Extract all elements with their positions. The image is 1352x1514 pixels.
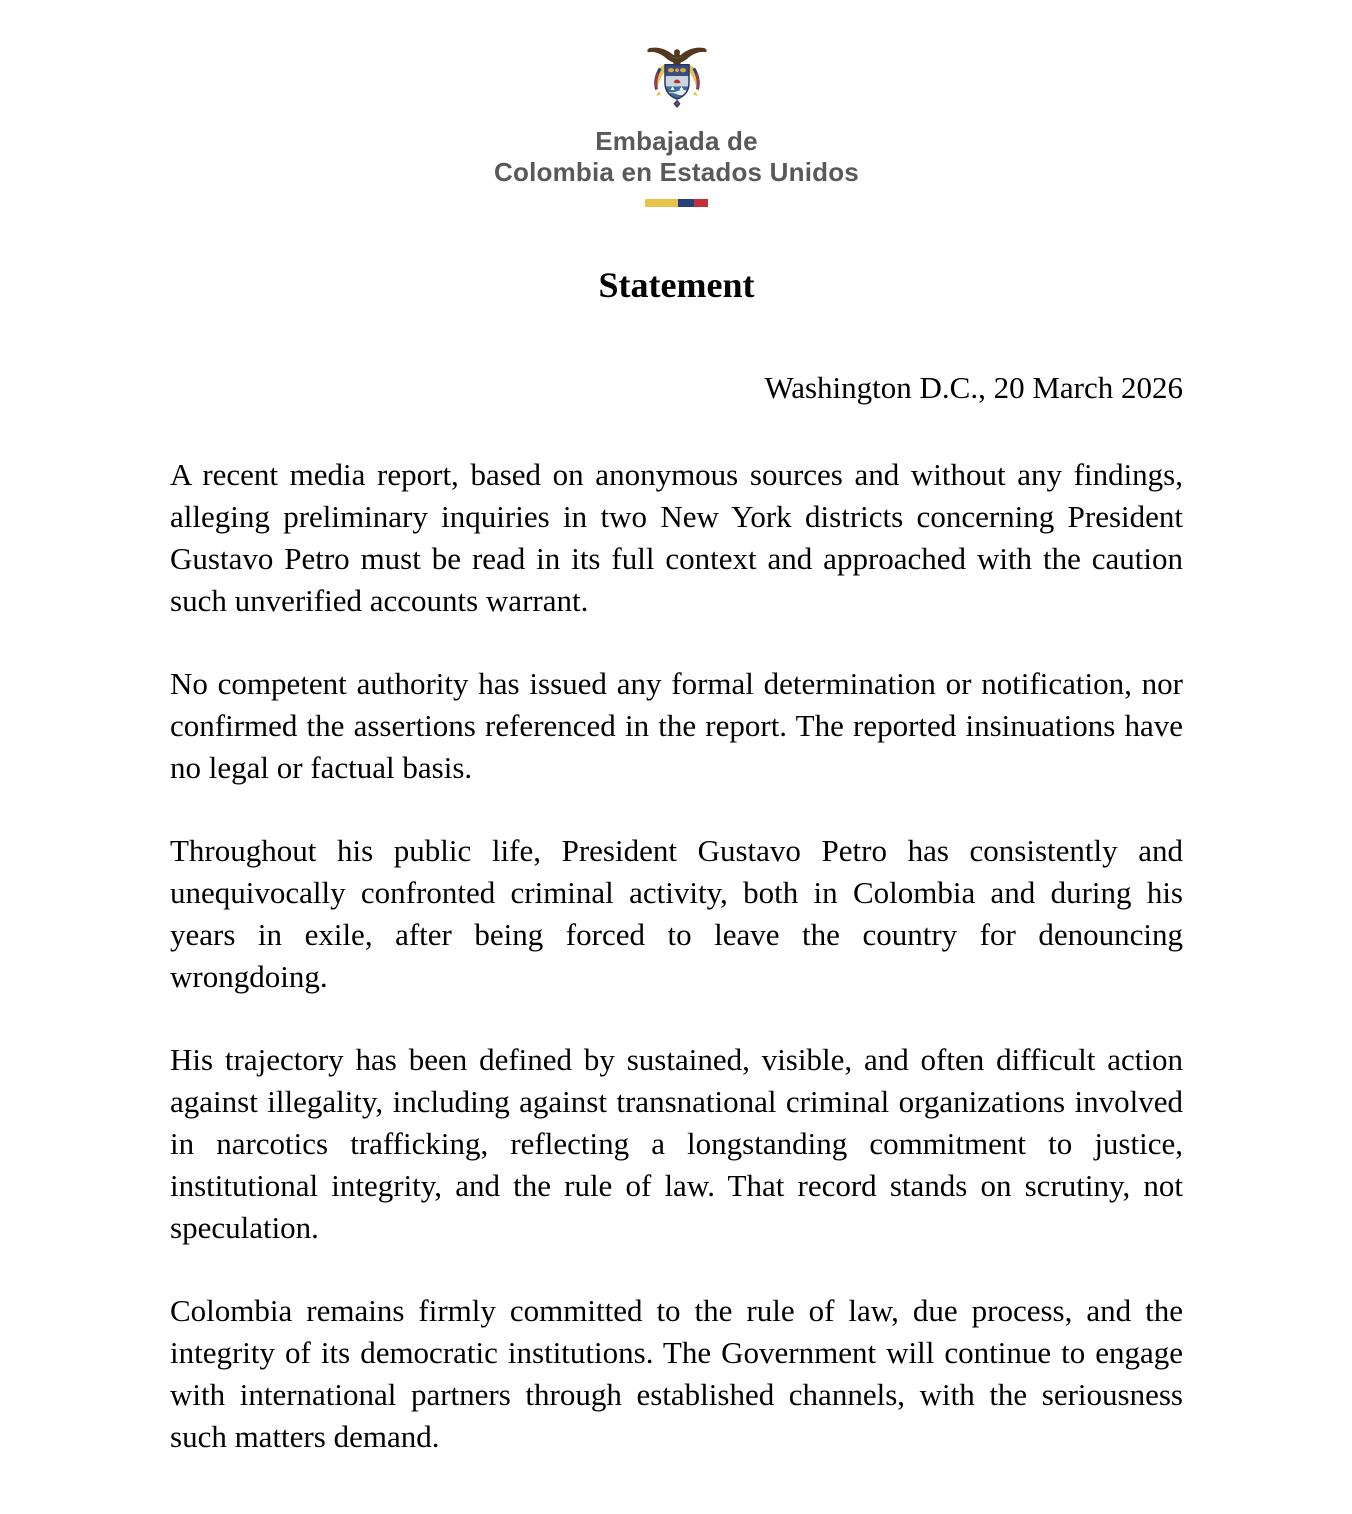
colombia-coat-of-arms-icon	[170, 42, 1183, 120]
colombia-flag-bar	[645, 199, 709, 207]
page-title: Statement	[598, 265, 755, 305]
embassy-name-line1: Embajada de	[595, 126, 758, 156]
embassy-name-line2: Colombia en Estados Unidos	[494, 157, 859, 187]
flag-blue-segment	[678, 199, 695, 207]
statement-paragraph: No competent authority has issued any formal determination or notification, nor confirmed the assertions referenced in the report. The reported insinuations have no legal or factual basis.	[170, 666, 1183, 785]
statement-paragraph: A recent media report, based on anonymous sources and without any findings, alleging preliminary inquiries in two New York districts concerning President Gustavo Petro must be read in its full context and approached with the caution such unverified accounts warrant.	[170, 457, 1183, 618]
flag-red-segment	[694, 199, 708, 207]
dateline: Washington D.C., 20 March 2026	[764, 370, 1183, 405]
statement-paragraph: His trajectory has been defined by sustained, visible, and often difficult action against illegality, including against transnational criminal organizations involved in narcotics trafficking, reflecting a longstanding commitment to justice, institutional integrity, and the rule of law. That record stands on scrutiny, not speculation.	[170, 1042, 1183, 1245]
flag-yellow-segment	[645, 199, 678, 207]
embassy-letterhead	[170, 42, 1183, 207]
statement-body	[170, 454, 1183, 1458]
embassy-name	[170, 126, 1183, 188]
statement-paragraph: Colombia remains firmly committed to the rule of law, due process, and the integrity of its democratic institutions. The Government will continue to engage with international partners through established channels, with the seriousness such matters demand.	[170, 1293, 1183, 1454]
statement-paragraph: Throughout his public life, President Gustavo Petro has consistently and unequivocally confronted criminal activity, both in Colombia and during his years in exile, after being forced to leave the country for denouncing wrongdoing.	[170, 833, 1183, 994]
